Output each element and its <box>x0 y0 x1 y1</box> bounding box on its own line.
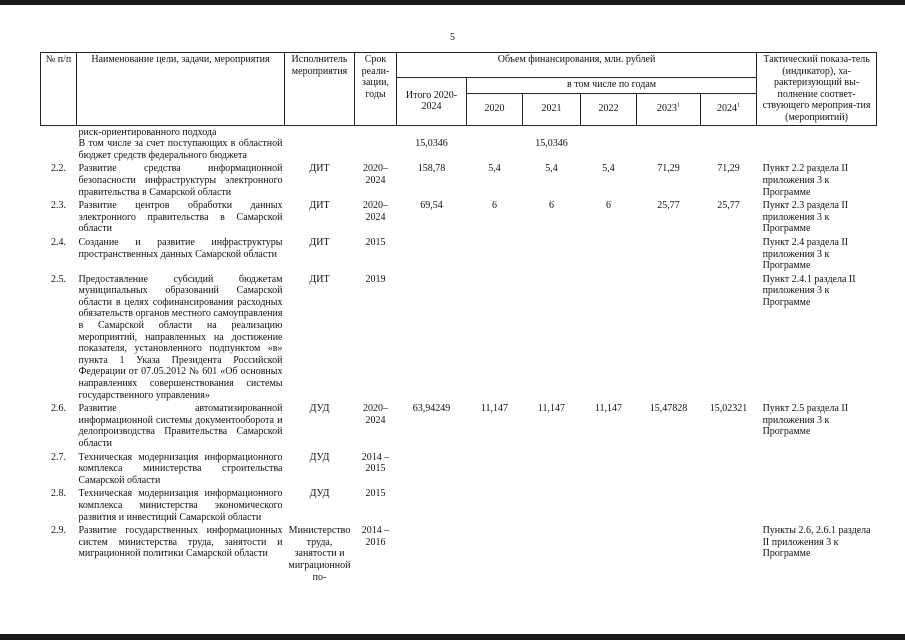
row-number: 2.4. <box>51 236 66 248</box>
row-indicator: Пункт 2.5 раздела II приложения 3 к Программе <box>762 403 849 438</box>
row-term: 2020–2024 <box>363 403 388 426</box>
row-2023 <box>637 450 701 487</box>
header-financing: Объем финансирования, млн. рублей <box>397 53 757 78</box>
table-row <box>41 401 877 449</box>
row-indicator: Пункт 2.2 раздела II приложения 3 к Программе <box>762 163 849 198</box>
row-number: 2.3. <box>51 200 66 212</box>
row-2020: 11,147 <box>480 403 509 415</box>
row-number: 2.9. <box>51 525 66 537</box>
row-executor: ДИТ <box>309 273 330 285</box>
table-row <box>41 235 877 272</box>
row-name: Развитие средства информационной безопасности инфраструктуры электронного правительства в Самарской области <box>78 163 283 198</box>
row-2020 <box>467 523 523 583</box>
page-number: 5 <box>450 32 455 43</box>
header-year-2020: 2020 <box>467 93 523 125</box>
row-2022 <box>581 235 637 272</box>
row-2023: 71,29 <box>657 163 680 175</box>
header-year-2022: 2022 <box>581 93 637 125</box>
row-name: Техническая модернизация информационного комплекса министерства строительства Самарской области <box>78 451 283 486</box>
header-name: Наименование цели, задачи, мероприятия <box>77 53 285 126</box>
row-2023 <box>637 486 701 523</box>
row-name: Техническая модернизация информационного комплекса министерства экономического развития и инвестиций Самарской области <box>78 488 283 523</box>
row-term: 2020–2024 <box>363 163 388 186</box>
continuation-row <box>41 125 877 161</box>
row-indicator <box>757 450 877 487</box>
row-2022: 6 <box>606 200 611 212</box>
row-2022 <box>581 272 637 402</box>
table-row <box>41 198 877 235</box>
row-term: 2020–2024 <box>363 200 388 223</box>
row-2022 <box>581 523 637 583</box>
row-executor: ДИТ <box>309 163 330 175</box>
row-indicator <box>757 486 877 523</box>
row-2020: 5,4 <box>488 163 501 175</box>
row-indicator: Пункт 2.4 раздела II приложения 3 к Программе <box>762 236 849 272</box>
row-total <box>397 235 467 272</box>
header-by-years: в том числе по годам <box>467 78 757 94</box>
header-executor: Исполнитель мероприятия <box>285 53 355 126</box>
header-num: № п/п <box>41 53 77 126</box>
table-row <box>41 161 877 198</box>
row-2020: 6 <box>492 200 497 212</box>
continuation-total: 15,0346 <box>415 137 448 149</box>
row-total: 69,54 <box>420 200 443 212</box>
row-number: 2.8. <box>51 488 66 500</box>
row-total <box>397 486 467 523</box>
row-indicator: Пункт 2.3 раздела II приложения 3 к Программе <box>762 200 849 235</box>
header-indicator: Тактический показа-тель (индикатор), ха-рактеризующий вы-полнение соответ-ствующего мероприя-тия (мероприятий) <box>757 53 877 126</box>
row-number: 2.7. <box>51 451 66 463</box>
table-row <box>41 486 877 523</box>
row-2023: 25,77 <box>657 200 680 212</box>
row-2021 <box>523 486 581 523</box>
row-2023 <box>637 523 701 583</box>
row-name: Развитие автоматизированной информационной системы документооборота и делопроизводства Правительства Самарской области <box>78 403 283 449</box>
row-total: 158,78 <box>417 163 446 175</box>
row-name: Предоставление субсидий бюджетам муниципальных образований Самарской области в целях софинансирования расходных обязательств органов местного самоуправления в Самарской области на реализацию мероприятий, направленных на достижение показателя, установленного подпунктом «в» пункта 1 Указа Президента Российской Федерации от 07.05.2012 № 601 «Об основных направлениях совершенствования системы государственного управления» <box>78 273 283 401</box>
row-2022: 11,147 <box>594 403 623 415</box>
row-term: 2015 <box>365 236 386 248</box>
row-name: Развитие центров обработки данных электронного правительства в Самарской области <box>78 200 283 235</box>
header-year-2024: 2024$^1$ <box>701 93 757 125</box>
row-2021 <box>523 523 581 583</box>
row-2021: 11,147 <box>537 403 566 415</box>
row-2021: 6 <box>549 200 554 212</box>
row-number: 2.5. <box>51 273 66 285</box>
row-term: 2019 <box>365 273 386 285</box>
row-term: 2015 <box>365 488 386 500</box>
row-total <box>397 272 467 402</box>
row-2023 <box>637 235 701 272</box>
row-executor: ДИТ <box>309 236 330 248</box>
row-total <box>397 450 467 487</box>
row-2021 <box>523 450 581 487</box>
row-name: Создание и развитие инфраструктуры пространственных данных Самарской области <box>78 236 283 260</box>
row-term: 2014 – 2015 <box>361 451 390 475</box>
row-2021 <box>523 235 581 272</box>
row-2020 <box>467 486 523 523</box>
row-2022 <box>581 486 637 523</box>
row-2024: 25,77 <box>717 200 740 212</box>
row-2023 <box>637 272 701 402</box>
row-name: Развитие государственных информационных систем министерства труда, занятости и миграционной политики Самарской области <box>78 525 283 560</box>
continuation-note: В том числе за счет поступающих в областной бюджет средств федерального бюджета <box>78 138 283 161</box>
row-2021: 5,4 <box>545 163 558 175</box>
top-border-bar <box>0 0 905 5</box>
table-row <box>41 272 877 402</box>
row-number: 2.2. <box>51 163 66 175</box>
continuation-text: риск-ориентированного подхода <box>78 126 217 138</box>
continuation-2021: 15,0346 <box>535 137 568 149</box>
row-2020 <box>467 272 523 402</box>
row-2020 <box>467 235 523 272</box>
row-total <box>397 523 467 583</box>
row-2024 <box>701 486 757 523</box>
row-2023: 15,47828 <box>649 403 688 415</box>
row-indicator: Пункты 2.6, 2.6.1 раздела II приложения 3 к Программе <box>762 525 871 560</box>
row-2020 <box>467 450 523 487</box>
table-row <box>41 523 877 583</box>
table-row <box>41 450 877 487</box>
row-executor: ДУД <box>309 451 330 463</box>
row-executor: ДУД <box>309 488 330 500</box>
header-year-2021: 2021 <box>523 93 581 125</box>
row-executor: ДУД <box>309 403 330 415</box>
row-number: 2.6. <box>51 403 66 415</box>
row-total: 63,94249 <box>412 403 451 415</box>
row-2022 <box>581 450 637 487</box>
header-year-2023: 2023$^1$ <box>637 93 701 125</box>
header-term: Срок реали-зации, годы <box>355 53 397 126</box>
row-2024 <box>701 272 757 402</box>
program-table <box>40 52 877 583</box>
row-2024: 15,02321 <box>709 403 748 415</box>
bottom-border-bar <box>0 634 905 640</box>
row-term: 2014 – 2016 <box>361 525 390 548</box>
row-2024 <box>701 523 757 583</box>
header-total: Итого 2020-2024 <box>397 78 467 126</box>
row-executor: ДИТ <box>309 200 330 212</box>
row-2022: 5,4 <box>602 163 615 175</box>
row-2024 <box>701 235 757 272</box>
row-2021 <box>523 272 581 402</box>
row-indicator: Пункт 2.4.1 раздела II приложения 3 к Программе <box>762 273 856 308</box>
row-2024 <box>701 450 757 487</box>
row-2024: 71,29 <box>717 163 740 175</box>
row-executor: Министерство труда, занятости и миграционной по- <box>288 525 351 583</box>
